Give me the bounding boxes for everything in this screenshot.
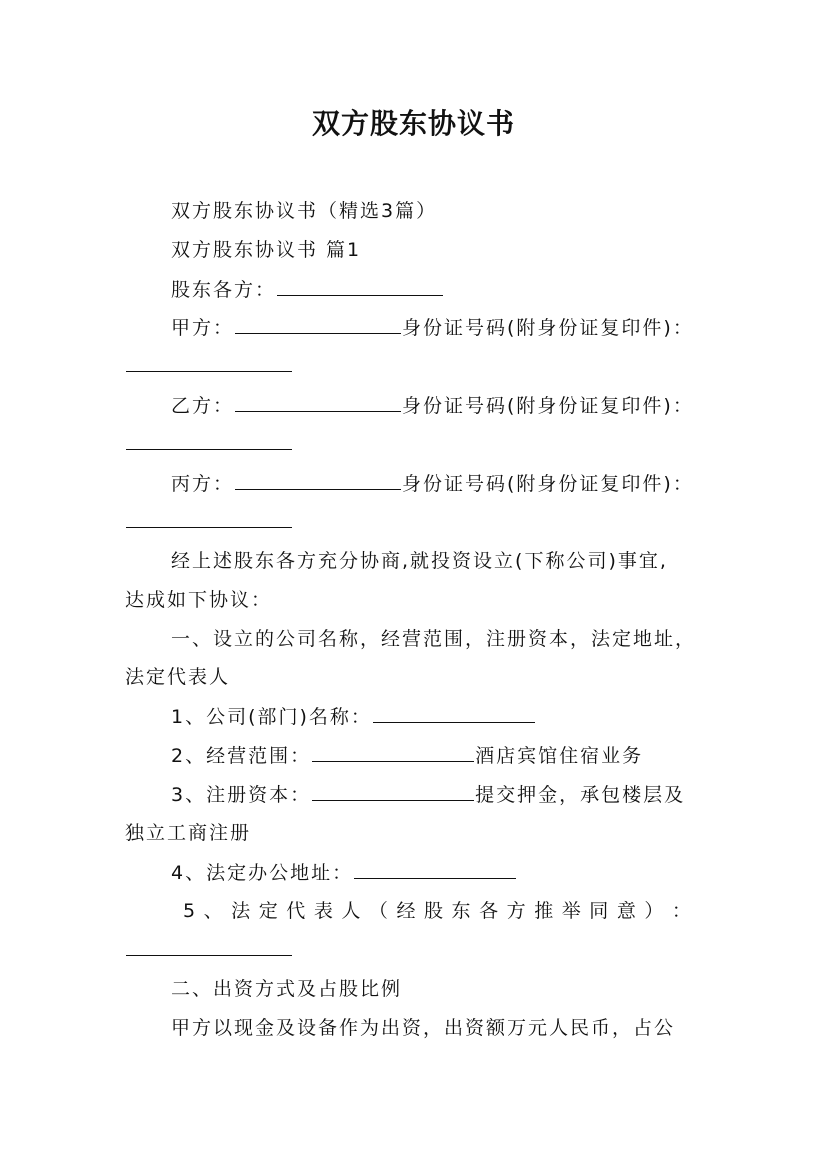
section-line: 双方股东协议书 篇1 bbox=[171, 239, 362, 261]
item-2-text: 酒店宾馆住宿业务 bbox=[475, 745, 644, 767]
party-b-id-line bbox=[125, 428, 293, 459]
item-2-line bbox=[171, 740, 643, 771]
party-a-label: 甲方： bbox=[171, 317, 235, 339]
party-b-id-blank bbox=[126, 428, 292, 450]
item-5-char: 代 bbox=[286, 900, 306, 922]
item-5-char: 股 bbox=[424, 900, 444, 922]
item-5-char: ） bbox=[644, 900, 664, 922]
heading-1-line-1: 一、设立的公司名称，经营范围，注册资本，法定地址， bbox=[171, 628, 697, 650]
paragraph-1-line-1: 经上述股东各方充分协商,就投资设立(下称公司)事宜, bbox=[171, 550, 668, 572]
item-5-char: 定 bbox=[258, 900, 278, 922]
heading-2-line: 二、出资方式及占股比例 bbox=[171, 978, 403, 1000]
party-a-id-blank bbox=[126, 350, 292, 372]
party-a-name-blank bbox=[235, 312, 401, 334]
subtitle-line: 双方股东协议书（精选3篇） bbox=[171, 200, 438, 222]
party-b-line bbox=[171, 390, 694, 421]
party-c-id-blank bbox=[126, 506, 292, 528]
item-4-label: 4、法定办公地址： bbox=[171, 862, 354, 884]
party-c-name-blank bbox=[235, 468, 401, 490]
item-5-char: 举 bbox=[561, 900, 581, 922]
party-c-label: 丙方： bbox=[171, 473, 235, 495]
item-5-char: 5 bbox=[183, 900, 196, 922]
party-b-id-label: 身份证号码(附身份证复印件)： bbox=[402, 395, 694, 417]
legal-representative-blank bbox=[126, 934, 292, 956]
item-5-char: 推 bbox=[534, 900, 554, 922]
party-c-id-line bbox=[125, 506, 293, 537]
item-5-char: 、 bbox=[203, 900, 223, 922]
paragraph-2-line-1: 甲方以现金及设备作为出资，出资额万元人民币，占公 bbox=[171, 1017, 676, 1039]
item-5-char: 各 bbox=[479, 900, 499, 922]
party-a-id-label: 身份证号码(附身份证复印件)： bbox=[402, 317, 694, 339]
item-3-label: 3、注册资本： bbox=[171, 784, 312, 806]
company-name-blank bbox=[373, 701, 535, 723]
shareholders-line bbox=[171, 274, 444, 305]
item-5-char: 东 bbox=[451, 900, 471, 922]
item-1-line bbox=[171, 701, 536, 732]
item-2-label: 2、经营范围： bbox=[171, 745, 312, 767]
office-address-blank bbox=[354, 857, 516, 879]
heading-1-line-2: 法定代表人 bbox=[125, 666, 231, 688]
party-c-id-label: 身份证号码(附身份证复印件)： bbox=[402, 473, 694, 495]
shareholders-blank bbox=[277, 274, 443, 296]
registered-capital-blank bbox=[312, 779, 474, 801]
item-3-line-2: 独立工商注册 bbox=[125, 822, 252, 844]
item-5-char: 人 bbox=[341, 900, 361, 922]
party-c-line bbox=[171, 468, 694, 499]
party-a-line bbox=[171, 312, 694, 343]
party-b-label: 乙方： bbox=[171, 395, 235, 417]
shareholders-label: 股东各方： bbox=[171, 279, 277, 301]
item-3-line bbox=[171, 779, 685, 810]
item-5-char: 表 bbox=[313, 900, 333, 922]
party-b-name-blank bbox=[235, 390, 401, 412]
item-5-char: 法 bbox=[231, 900, 251, 922]
item-3-text: 提交押金，承包楼层及 bbox=[475, 784, 686, 806]
item-5-char: 意 bbox=[616, 900, 636, 922]
party-a-id-line bbox=[125, 350, 293, 381]
item-5-char: 方 bbox=[506, 900, 526, 922]
item-1-label: 1、公司(部门)名称： bbox=[171, 706, 372, 728]
paragraph-1-line-2: 达成如下协议： bbox=[125, 589, 273, 611]
item-5-blank-line bbox=[125, 934, 293, 965]
item-5-char: （ bbox=[368, 900, 388, 922]
item-5-char: 经 bbox=[396, 900, 416, 922]
item-5-char: ： bbox=[671, 900, 691, 922]
item-5-char: 同 bbox=[589, 900, 609, 922]
item-5-line bbox=[183, 896, 691, 926]
business-scope-blank bbox=[312, 740, 474, 762]
item-4-line bbox=[171, 857, 517, 888]
document-title: 双方股东协议书 bbox=[311, 107, 515, 140]
